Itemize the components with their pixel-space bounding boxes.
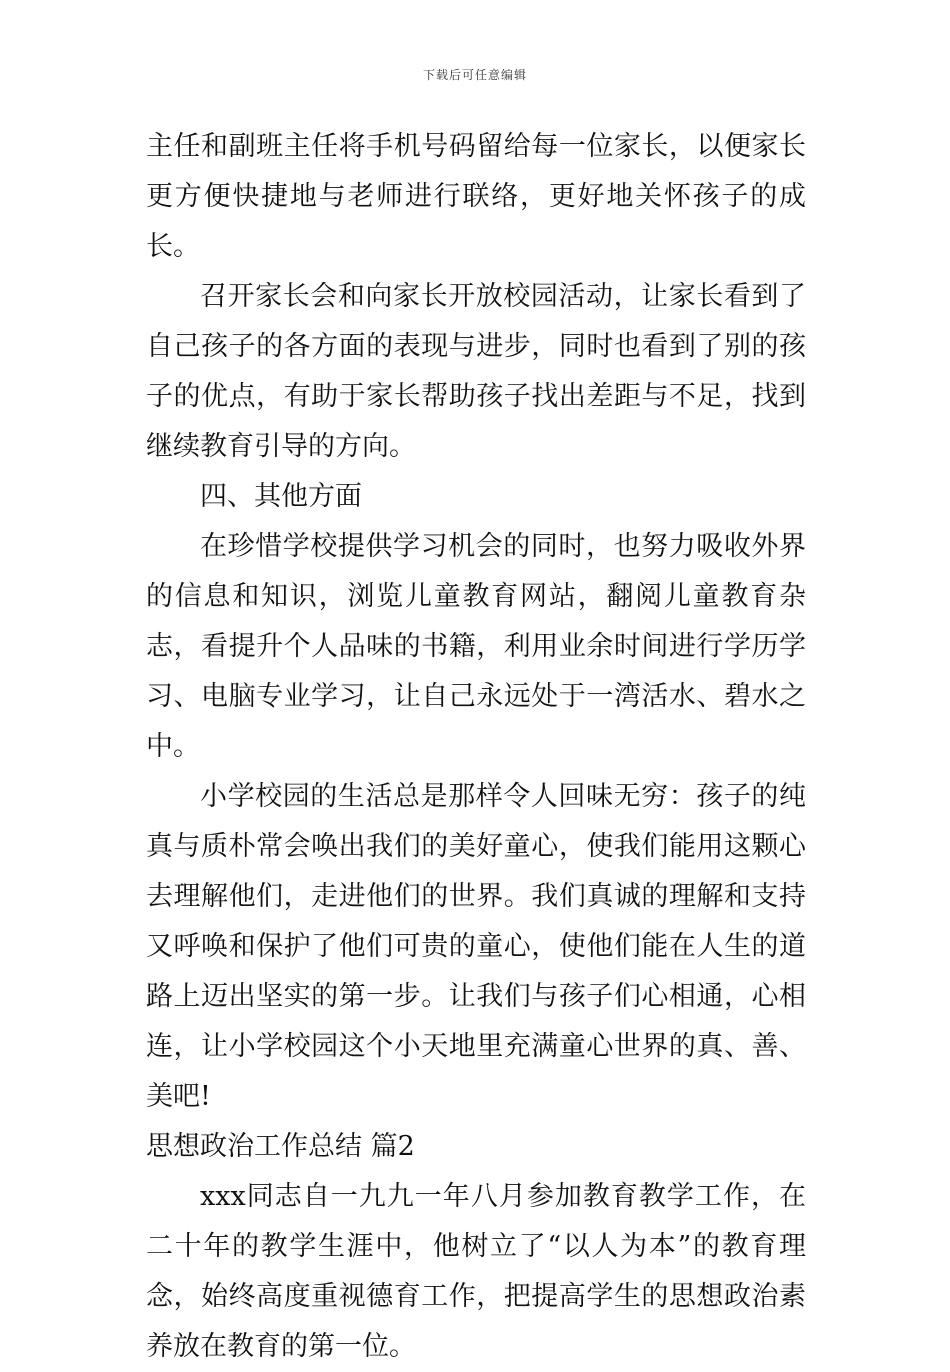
paragraph-campus-life: 小学校园的生活总是那样令人回味无穷：孩子的纯真与质朴常会唤出我们的美好童心，使我们能用这颗心去理解他们，走进他们的世界。我们真诚的理解和支持又呼唤和保护了他们可贵的童心，使他们能在人生的道路上迈出坚实的第一步。让我们与孩子们心相通，心相连，让小学校园这个小天地里充满童心世界的真、善、美吧! (146, 781, 806, 1112)
document-body (146, 122, 806, 1372)
section-heading-other-aspects: 四、其他方面 (200, 481, 362, 512)
paragraph-introduction: xxx同志自一九九一年八月参加教育教学工作，在二十年的教学生涯中，他树立了“以人为本”的教育理念，始终高度重视德育工作，把提高学生的思想政治素养放在教育的第一位。 (146, 1181, 806, 1362)
paragraph-continuation: 主任和副班主任将手机号码留给每一位家长，以便家长更方便快捷地与老师进行联络，更好地关怀孩子的成长。 (146, 131, 806, 262)
article-title-part-2: 思想政治工作总结 篇2 (146, 1131, 415, 1162)
paragraph-parent-meeting: 召开家长会和向家长开放校园活动，让家长看到了自己孩子的各方面的表现与进步，同时也看到了别的孩子的优点，有助于家长帮助孩子找出差距与不足，找到继续教育引导的方向。 (146, 281, 806, 462)
paragraph-learning: 在珍惜学校提供学习机会的同时，也努力吸收外界的信息和知识，浏览儿童教育网站，翻阅儿童教育杂志，看提升个人品味的书籍，利用业余时间进行学历学习、电脑专业学习，让自己永远处于一湾活水、碧水之中。 (146, 531, 806, 762)
header-note: 下载后可任意编辑 (422, 68, 527, 82)
